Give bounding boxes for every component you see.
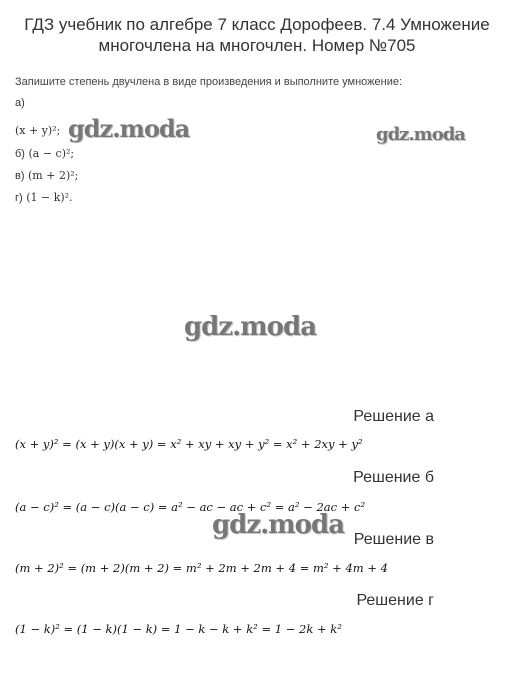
solution-heading-a: Решение а (353, 408, 434, 425)
solution-equation-b: (a − c)² = (a − c)(a − c) = a² − ac − ac + c² = a² − 2ac + c² (15, 500, 366, 514)
watermark: gdz.moda (68, 114, 190, 143)
watermark: gdz.moda (212, 510, 345, 540)
task-item-b (15, 147, 74, 160)
task-item-expr: (x + y)²; (15, 124, 61, 137)
watermark: gdz.moda (184, 312, 317, 342)
solution-heading-g: Решение г (356, 592, 434, 609)
task-item-g (15, 191, 73, 204)
task-item-a-label (15, 96, 25, 109)
task-item-expr: (m + 2)²; (28, 169, 79, 182)
title-line-2: многочлена на многочлен. Номер №705 (98, 36, 416, 55)
solution-equation-a: (x + y)² = (x + y)(x + y) = x² + xy + xy + y² = x² + 2xy + y² (15, 437, 363, 451)
task-item-expr: (a − c)²; (28, 147, 75, 160)
task-item-label: в) (15, 170, 25, 182)
watermark: gdz.moda (376, 124, 465, 145)
task-item-label: б) (15, 148, 25, 160)
task-item-a (15, 124, 60, 137)
title-line-1: ГДЗ учебник по алгебре 7 класс Дорофеев. 7.4 Умножение (24, 15, 490, 34)
task-statement: Запишите степень двучлена в виде произведения и выполните умножение: (15, 76, 403, 88)
task-item-v (15, 169, 78, 182)
task-item-label: г) (15, 192, 23, 204)
task-item-expr: (1 − k)². (26, 191, 73, 204)
solution-heading-v: Решение в (353, 531, 434, 548)
solution-equation-v: (m + 2)² = (m + 2)(m + 2) = m² + 2m + 2m + 4 = m² + 4m + 4 (15, 561, 388, 575)
task-item-label: а) (15, 97, 25, 109)
solution-heading-b: Решение б (353, 469, 434, 486)
solution-equation-g: (1 − k)² = (1 − k)(1 − k) = 1 − k − k + k² = 1 − 2k + k² (15, 622, 342, 636)
page-title (0, 14, 514, 56)
